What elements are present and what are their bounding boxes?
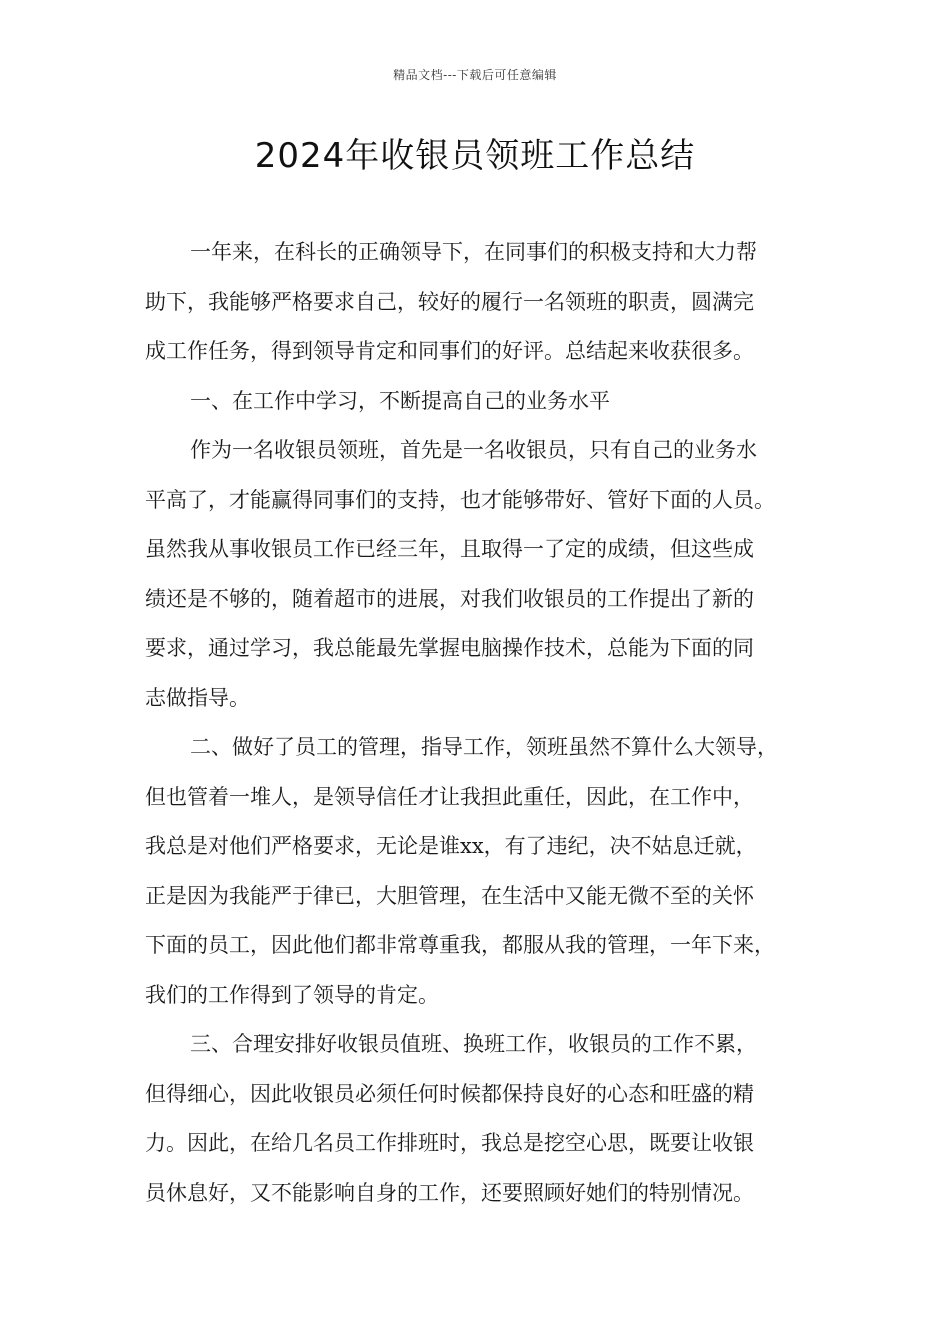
text-line: 作为一名收银员领班，首先是一名收银员，只有自己的业务水 [190, 438, 757, 462]
text-line: 绩还是不够的，随着超市的进展，对我们收银员的工作提出了新的 [145, 586, 754, 611]
document-body [145, 228, 825, 1218]
text-line: 我总是对他们严格要求，无论是谁xx，有了违纪，决不姑息迁就， [145, 834, 757, 858]
text-line: 成工作任务，得到领导肯定和同事们的好评。总结起来收获很多。 [145, 339, 754, 363]
text-line: 力。因此，在给几名员工作排班时，我总是挖空心思，既要让收银 [145, 1131, 754, 1155]
text-line: 下面的员工，因此他们都非常尊重我，都服从我的管理，一年下来， [145, 933, 775, 957]
text-line: 一年来，在科长的正确领导下，在同事们的积极支持和大力帮 [190, 240, 757, 264]
text-line: 但也管着一堆人，是领导信任才让我担此重任，因此，在工作中， [145, 784, 754, 809]
text-line: 员休息好，又不能影响自身的工作，还要照顾好她们的特别情况。 [145, 1180, 754, 1205]
text-line: 志做指导。 [145, 685, 250, 710]
text-line: 助下，我能够严格要求自己，较好的履行一名领班的职责，圆满完 [145, 289, 754, 314]
header-note: 精品文档---下载后可任意编辑 [393, 68, 557, 82]
text-line: 虽然我从事收银员工作已经三年，且取得一了定的成绩，但这些成 [145, 537, 754, 561]
text-line: 三、合理安排好收银员值班、换班工作，收银员的工作不累， [190, 1032, 757, 1056]
text-line: 二、做好了员工的管理，指导工作，领班虽然不算什么大领导， [190, 735, 778, 759]
text-line: 要求，通过学习，我总能最先掌握电脑操作技术，总能为下面的同 [145, 636, 754, 660]
text-line: 正是因为我能严于律已，大胆管理，在生活中又能无微不至的关怀 [145, 883, 754, 908]
text-line: 一、在工作中学习，不断提高自己的业务水平 [190, 388, 610, 413]
document-title: 2024年收银员领班工作总结 [254, 136, 696, 176]
text-line: 我们的工作得到了领导的肯定。 [145, 982, 439, 1007]
text-line: 平高了，才能赢得同事们的支持，也才能够带好、管好下面的人员。 [145, 487, 775, 512]
text-line: 但得细心，因此收银员必须任何时候都保持良好的心态和旺盛的精 [145, 1081, 754, 1106]
